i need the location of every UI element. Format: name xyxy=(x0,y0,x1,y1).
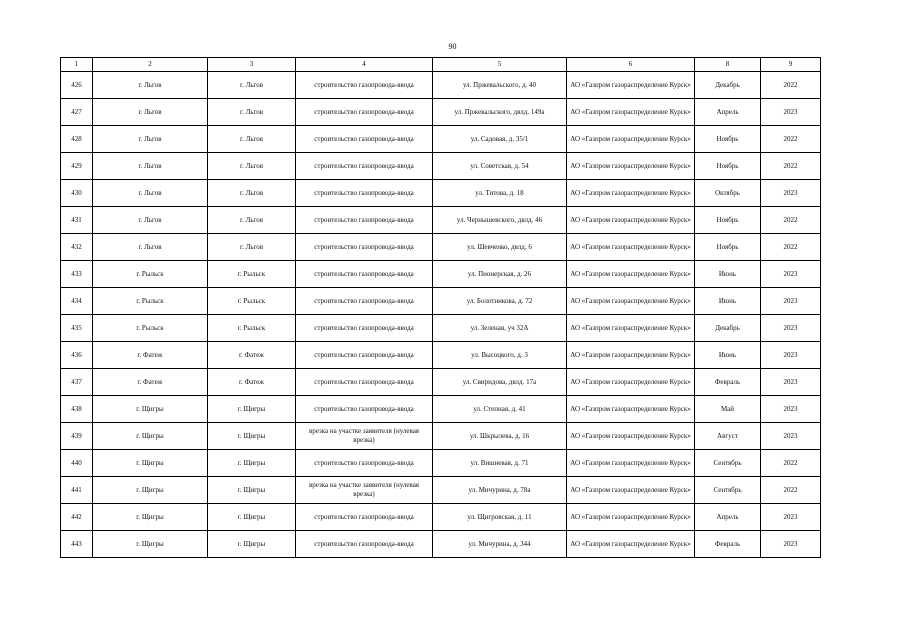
organization-cell: АО «Газпром газораспределение Курск» xyxy=(567,180,695,207)
row-number-cell: 426 xyxy=(61,72,93,99)
settlement-cell: г. Льгов xyxy=(208,207,296,234)
settlement-cell: г. Щигры xyxy=(208,423,296,450)
municipality-cell: г. Фатеж xyxy=(93,342,208,369)
organization-cell: АО «Газпром газораспределение Курск» xyxy=(567,234,695,261)
address-cell: ул. Пржевальского, двлд. 149а xyxy=(433,99,567,126)
work-type-cell: строительство газопровода-ввода xyxy=(296,315,433,342)
municipality-cell: г. Рыльск xyxy=(93,288,208,315)
header-row xyxy=(61,58,821,72)
settlement-cell: г. Щигры xyxy=(208,477,296,504)
settlement-cell: г. Рыльск xyxy=(208,315,296,342)
month-cell: Февраль xyxy=(695,531,761,558)
year-cell: 2023 xyxy=(761,423,821,450)
column-header: 2 xyxy=(93,58,208,72)
work-type-cell: строительство газопровода-ввода xyxy=(296,153,433,180)
settlement-cell: г. Льгов xyxy=(208,99,296,126)
organization-cell: АО «Газпром газораспределение Курск» xyxy=(567,396,695,423)
table-row xyxy=(61,504,821,531)
address-cell: ул. Высоцкого, д. 3 xyxy=(433,342,567,369)
month-cell: Август xyxy=(695,423,761,450)
settlement-cell: г. Щигры xyxy=(208,396,296,423)
table-row xyxy=(61,315,821,342)
address-cell: ул. Титова, д. 18 xyxy=(433,180,567,207)
settlement-cell: г. Рыльск xyxy=(208,288,296,315)
work-type-cell: строительство газопровода-ввода xyxy=(296,369,433,396)
organization-cell: АО «Газпром газораспределение Курск» xyxy=(567,342,695,369)
settlement-cell: г. Льгов xyxy=(208,126,296,153)
year-cell: 2022 xyxy=(761,153,821,180)
row-number-cell: 435 xyxy=(61,315,93,342)
municipality-cell: г. Фатеж xyxy=(93,369,208,396)
table-row xyxy=(61,369,821,396)
year-cell: 2023 xyxy=(761,342,821,369)
settlement-cell: г. Щигры xyxy=(208,531,296,558)
settlement-cell: г. Льгов xyxy=(208,234,296,261)
year-cell: 2022 xyxy=(761,234,821,261)
address-cell: ул. Садовая, д. 35/1 xyxy=(433,126,567,153)
table-row xyxy=(61,450,821,477)
settlement-cell: г. Фатеж xyxy=(208,369,296,396)
year-cell: 2022 xyxy=(761,450,821,477)
page-number: 90 xyxy=(448,42,457,51)
municipality-cell: г. Льгов xyxy=(93,234,208,261)
row-number-cell: 427 xyxy=(61,99,93,126)
table-row xyxy=(61,99,821,126)
work-type-cell: строительство газопровода-ввода xyxy=(296,207,433,234)
year-cell: 2023 xyxy=(761,396,821,423)
organization-cell: АО «Газпром газораспределение Курск» xyxy=(567,288,695,315)
month-cell: Июнь xyxy=(695,288,761,315)
work-type-cell: строительство газопровода-ввода xyxy=(296,504,433,531)
year-cell: 2022 xyxy=(761,72,821,99)
month-cell: Июнь xyxy=(695,342,761,369)
month-cell: Сентябрь xyxy=(695,477,761,504)
row-number-cell: 436 xyxy=(61,342,93,369)
settlement-cell: г. Льгов xyxy=(208,72,296,99)
work-type-cell: строительство газопровода-ввода xyxy=(296,450,433,477)
month-cell: Ноябрь xyxy=(695,126,761,153)
table-row xyxy=(61,342,821,369)
municipality-cell: г. Льгов xyxy=(93,72,208,99)
row-number-cell: 431 xyxy=(61,207,93,234)
table-row xyxy=(61,153,821,180)
work-type-cell: строительство газопровода-ввода xyxy=(296,531,433,558)
row-number-cell: 437 xyxy=(61,369,93,396)
organization-cell: АО «Газпром газораспределение Курск» xyxy=(567,531,695,558)
municipality-cell: г. Льгов xyxy=(93,153,208,180)
month-cell: Октябрь xyxy=(695,180,761,207)
year-cell: 2023 xyxy=(761,99,821,126)
work-type-cell: строительство газопровода-ввода xyxy=(296,180,433,207)
month-cell: Апрель xyxy=(695,504,761,531)
column-header: 9 xyxy=(761,58,821,72)
row-number-cell: 429 xyxy=(61,153,93,180)
month-cell: Сентябрь xyxy=(695,450,761,477)
municipality-cell: г. Щигры xyxy=(93,477,208,504)
municipality-cell: г. Льгов xyxy=(93,99,208,126)
settlement-cell: г. Рыльск xyxy=(208,261,296,288)
table-row xyxy=(61,423,821,450)
year-cell: 2022 xyxy=(761,126,821,153)
work-type-cell: строительство газопровода-ввода xyxy=(296,261,433,288)
month-cell: Ноябрь xyxy=(695,207,761,234)
year-cell: 2023 xyxy=(761,261,821,288)
column-header: 6 xyxy=(567,58,695,72)
year-cell: 2023 xyxy=(761,288,821,315)
year-cell: 2022 xyxy=(761,207,821,234)
settlement-cell: г. Льгов xyxy=(208,180,296,207)
table-body xyxy=(61,72,821,558)
address-cell: ул. Болотникова, д. 72 xyxy=(433,288,567,315)
organization-cell: АО «Газпром газораспределение Курск» xyxy=(567,450,695,477)
settlement-cell: г. Щигры xyxy=(208,504,296,531)
row-number-cell: 443 xyxy=(61,531,93,558)
work-type-cell: строительство газопровода-ввода xyxy=(296,342,433,369)
municipality-cell: г. Льгов xyxy=(93,207,208,234)
municipality-cell: г. Щигры xyxy=(93,423,208,450)
address-cell: ул. Пржевальского, д. 40 xyxy=(433,72,567,99)
work-type-cell: врезка на участке заявителя (нулевая врезка) xyxy=(296,477,433,504)
organization-cell: АО «Газпром газораспределение Курск» xyxy=(567,72,695,99)
row-number-cell: 432 xyxy=(61,234,93,261)
settlement-cell: г. Льгов xyxy=(208,153,296,180)
address-cell: ул. Вишневая, д. 71 xyxy=(433,450,567,477)
table-row xyxy=(61,261,821,288)
municipality-cell: г. Рыльск xyxy=(93,315,208,342)
work-type-cell: врезка на участке заявителя (нулевая врезка) xyxy=(296,423,433,450)
municipality-cell: г. Рыльск xyxy=(93,261,208,288)
month-cell: Ноябрь xyxy=(695,234,761,261)
address-cell: ул. Советская, д. 54 xyxy=(433,153,567,180)
organization-cell: АО «Газпром газораспределение Курск» xyxy=(567,369,695,396)
work-type-cell: строительство газопровода-ввода xyxy=(296,234,433,261)
table-row xyxy=(61,126,821,153)
organization-cell: АО «Газпром газораспределение Курск» xyxy=(567,126,695,153)
organization-cell: АО «Газпром газораспределение Курск» xyxy=(567,504,695,531)
year-cell: 2022 xyxy=(761,477,821,504)
municipality-cell: г. Щигры xyxy=(93,531,208,558)
organization-cell: АО «Газпром газораспределение Курск» xyxy=(567,477,695,504)
row-number-cell: 433 xyxy=(61,261,93,288)
address-cell: ул. Зеленая, уч 32А xyxy=(433,315,567,342)
address-cell: ул. Шевченко, двлд. 6 xyxy=(433,234,567,261)
year-cell: 2023 xyxy=(761,180,821,207)
table-row xyxy=(61,72,821,99)
organization-cell: АО «Газпром газораспределение Курск» xyxy=(567,423,695,450)
settlement-cell: г. Щигры xyxy=(208,450,296,477)
month-cell: Апрель xyxy=(695,99,761,126)
table-row xyxy=(61,234,821,261)
address-cell: ул. Степная, д. 41 xyxy=(433,396,567,423)
municipality-cell: г. Льгов xyxy=(93,180,208,207)
table-row xyxy=(61,531,821,558)
year-cell: 2023 xyxy=(761,504,821,531)
organization-cell: АО «Газпром газораспределение Курск» xyxy=(567,207,695,234)
address-cell: ул. Пионерская, д. 26 xyxy=(433,261,567,288)
table-row xyxy=(61,396,821,423)
organization-cell: АО «Газпром газораспределение Курск» xyxy=(567,261,695,288)
work-type-cell: строительство газопровода-ввода xyxy=(296,72,433,99)
row-number-cell: 434 xyxy=(61,288,93,315)
month-cell: Ноябрь xyxy=(695,153,761,180)
table-row xyxy=(61,477,821,504)
work-type-cell: строительство газопровода-ввода xyxy=(296,288,433,315)
column-header: 4 xyxy=(296,58,433,72)
address-cell: ул. Мичурина, д. 344 xyxy=(433,531,567,558)
row-number-cell: 428 xyxy=(61,126,93,153)
table-row xyxy=(61,288,821,315)
column-header: 1 xyxy=(61,58,93,72)
month-cell: Декабрь xyxy=(695,72,761,99)
address-cell: ул. Свиридова, двлд. 17а xyxy=(433,369,567,396)
work-type-cell: строительство газопровода-ввода xyxy=(296,126,433,153)
column-header: 3 xyxy=(208,58,296,72)
row-number-cell: 430 xyxy=(61,180,93,207)
row-number-cell: 439 xyxy=(61,423,93,450)
row-number-cell: 441 xyxy=(61,477,93,504)
month-cell: Июнь xyxy=(695,261,761,288)
month-cell: Декабрь xyxy=(695,315,761,342)
table-row xyxy=(61,207,821,234)
year-cell: 2023 xyxy=(761,531,821,558)
municipality-cell: г. Щигры xyxy=(93,396,208,423)
address-cell: ул. Мичурина, д. 78а xyxy=(433,477,567,504)
municipality-cell: г. Льгов xyxy=(93,126,208,153)
organization-cell: АО «Газпром газораспределение Курск» xyxy=(567,315,695,342)
table-row xyxy=(61,180,821,207)
month-cell: Февраль xyxy=(695,369,761,396)
year-cell: 2023 xyxy=(761,369,821,396)
address-cell: ул. Шкрылева, д. 16 xyxy=(433,423,567,450)
address-cell: ул. Щигровская, д. 11 xyxy=(433,504,567,531)
gas-connection-table xyxy=(60,57,821,558)
work-type-cell: строительство газопровода-ввода xyxy=(296,396,433,423)
municipality-cell: г. Щигры xyxy=(93,450,208,477)
column-header: 5 xyxy=(433,58,567,72)
year-cell: 2023 xyxy=(761,315,821,342)
row-number-cell: 442 xyxy=(61,504,93,531)
organization-cell: АО «Газпром газораспределение Курск» xyxy=(567,99,695,126)
row-number-cell: 438 xyxy=(61,396,93,423)
municipality-cell: г. Щигры xyxy=(93,504,208,531)
month-cell: Май xyxy=(695,396,761,423)
column-header: 8 xyxy=(695,58,761,72)
row-number-cell: 440 xyxy=(61,450,93,477)
work-type-cell: строительство газопровода-ввода xyxy=(296,99,433,126)
address-cell: ул. Чернышевского, двлд. 46 xyxy=(433,207,567,234)
settlement-cell: г. Фатеж xyxy=(208,342,296,369)
organization-cell: АО «Газпром газораспределение Курск» xyxy=(567,153,695,180)
